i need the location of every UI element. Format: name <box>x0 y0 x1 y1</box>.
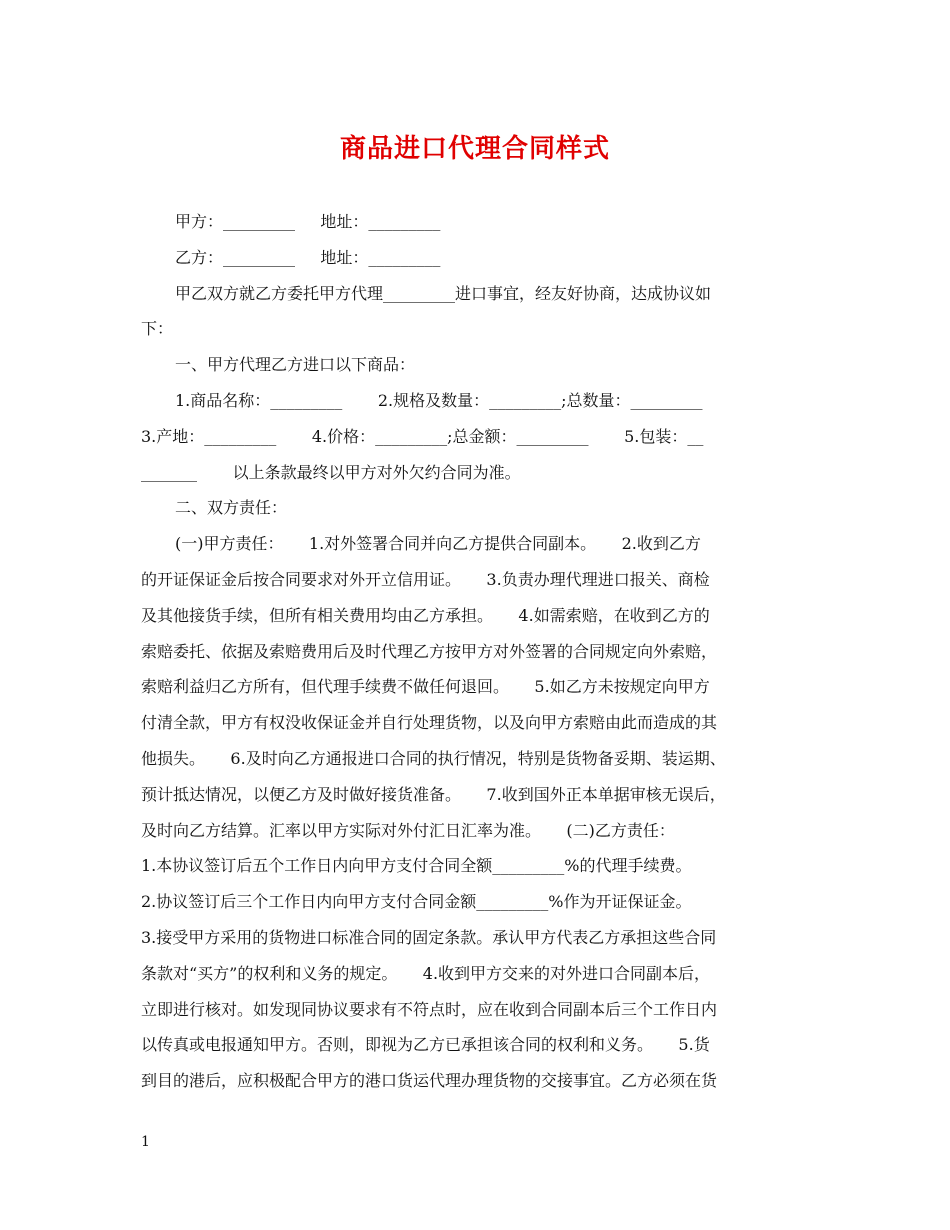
contract-line: 他损失。 6.及时向乙方通报进口合同的执行情况，特别是货物备妥期、装运期、 <box>141 748 726 768</box>
contract-line: 甲乙双方就乙方委托甲方代理_________进口事宜，经友好协商，达成协议如 <box>175 283 712 303</box>
contract-line: 预计抵达情况，以便乙方及时做好接货准备。 7.收到国外正本单据审核无误后， <box>141 784 726 804</box>
contract-line: 1.商品名称：_________ 2.规格及数量：_________;总数量：_________ <box>175 390 703 410</box>
contract-line: 二、双方责任： <box>175 498 288 518</box>
contract-line: 立即进行核对。如发现同协议要求有不符点时，应在收到合同副本后三个工作日内 <box>141 999 718 1019</box>
contract-line: 及其他接货手续，但所有相关费用均由乙方承担。 4.如需索赔，在收到乙方的 <box>141 605 710 625</box>
contract-line: _______ 以上条款最终以甲方对外欠约合同为准。 <box>141 462 521 482</box>
contract-line: 索赔利益归乙方所有，但代理手续费不做任何退回。 5.如乙方未按规定向甲方 <box>141 677 710 697</box>
contract-line: (一)甲方责任： 1.对外签署合同并向乙方提供合同副本。 2.收到乙方 <box>175 534 701 554</box>
contract-line: 下： <box>141 319 174 339</box>
contract-line: 的开证保证金后按合同要求对外开立信用证。 3.负责办理代理进口报关、商检 <box>141 569 710 589</box>
contract-line: 甲方：_________ 地址：_________ <box>175 212 441 231</box>
contract-line: 及时向乙方结算。汇率以甲方实际对外付汇日汇率为准。 (二)乙方责任： <box>141 820 675 840</box>
contract-line: 以传真或电报通知甲方。否则，即视为乙方已承担该合同的权利和义务。 5.货 <box>141 1035 710 1055</box>
page-number: 1 <box>141 1134 150 1150</box>
page-title: 商品进口代理合同样式 <box>339 134 610 164</box>
contract-line: 一、甲方代理乙方进口以下商品： <box>175 355 416 375</box>
contract-line: 索赔委托、依据及索赔费用后及时代理乙方按甲方对外签署的合同规定向外索赔， <box>141 641 718 661</box>
contract-line: 乙方：_________ 地址：_________ <box>175 247 441 267</box>
contract-line: 条款对“买方”的权利和义务的规定。 4.收到甲方交来的对外进口合同副本后， <box>141 963 711 983</box>
contract-line: 3.接受甲方采用的货物进口标准合同的固定条款。承认甲方代表乙方承担这些合同 <box>141 927 717 947</box>
contract-line: 到目的港后，应积极配合甲方的港口货运代理办理货物的交接事宜。乙方必须在货 <box>141 1071 718 1091</box>
contract-line: 3.产地：_________ 4.价格：_________;总金额：_________ 5.包装：__ <box>141 426 704 446</box>
contract-line: 1.本协议签订后五个工作日内向甲方支付合同全额_________%的代理手续费。 <box>141 856 692 876</box>
contract-line: 2.协议签订后三个工作日内向甲方支付合同金额_________%作为开证保证金。 <box>141 892 692 912</box>
contract-line: 付清全款，甲方有权没收保证金并自行处理货物，以及向甲方索赔由此而造成的其 <box>141 713 718 733</box>
contract-body <box>141 204 813 1099</box>
